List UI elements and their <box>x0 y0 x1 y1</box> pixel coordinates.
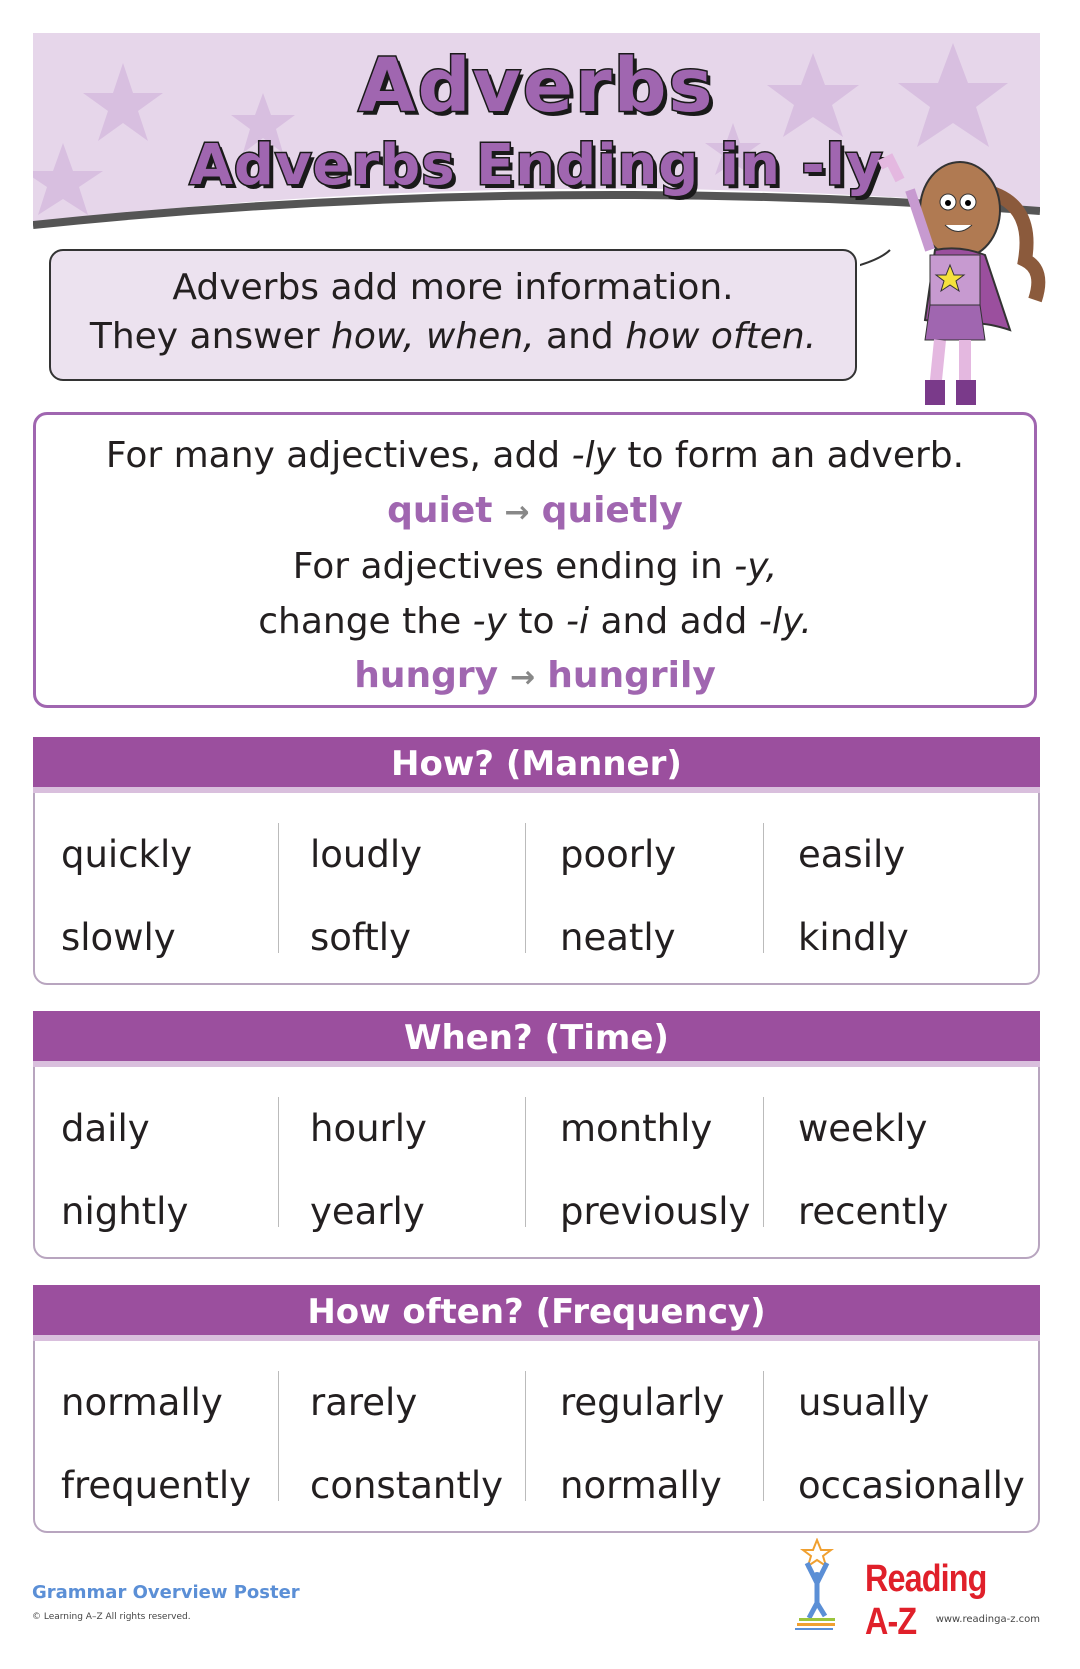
text: when, <box>425 316 535 357</box>
text: For adjectives ending in <box>292 546 735 587</box>
adverb-word: kindly <box>798 916 909 959</box>
bubble-line-2 <box>51 312 855 361</box>
text: -y <box>472 600 507 642</box>
adverb-word: usually <box>798 1381 930 1424</box>
adverb-word: previously <box>560 1190 751 1233</box>
logo-text: Reading A-Z <box>865 1558 987 1643</box>
page-subtitle: Adverbs Ending in -ly <box>189 133 884 198</box>
text: to <box>506 600 566 642</box>
adverb-word: monthly <box>560 1107 713 1150</box>
column-divider <box>278 823 279 953</box>
adverb-word: softly <box>310 916 411 959</box>
text: and <box>534 316 626 357</box>
column-divider <box>525 1371 526 1501</box>
adverb-word: recently <box>798 1190 949 1233</box>
website-url: www.readinga-z.com <box>935 1614 1040 1625</box>
adverb-section <box>33 1285 1040 1533</box>
text: -i <box>566 600 589 642</box>
text: They answer <box>89 316 332 357</box>
footer-title: Grammar Overview Poster <box>32 1582 300 1603</box>
adverb-word: hourly <box>310 1107 427 1150</box>
rule-line-3 <box>36 540 1034 595</box>
text: -y, <box>734 546 778 587</box>
text: and add <box>589 600 759 642</box>
example-1 <box>36 484 1034 541</box>
speech-bubble <box>49 249 857 381</box>
adverb-word: constantly <box>310 1464 504 1507</box>
page-title: Adverbs <box>358 43 715 129</box>
column-divider <box>278 1097 279 1227</box>
example-2 <box>36 649 1034 706</box>
text: For many adjectives, add <box>105 435 572 476</box>
superhero-girl-illustration <box>860 150 1050 415</box>
column-divider <box>763 1097 764 1227</box>
copyright: © Learning A–Z All rights reserved. <box>32 1612 191 1622</box>
text: how, <box>331 316 415 357</box>
column-divider <box>763 823 764 953</box>
text: how often. <box>625 316 817 357</box>
adverb-word: daily <box>61 1107 150 1150</box>
arrow-right-icon: → <box>504 494 530 530</box>
word-grid <box>35 1341 1038 1531</box>
text: change the <box>258 600 473 642</box>
adverb-section <box>33 737 1040 985</box>
star-figure-icon <box>795 1538 865 1630</box>
column-divider <box>763 1371 764 1501</box>
bubble-line-1: Adverbs add more information. <box>172 267 734 308</box>
adverb-word: yearly <box>310 1190 425 1233</box>
adverb-word: normally <box>61 1381 223 1424</box>
example-from: hungry <box>354 655 499 696</box>
adverb-word: rarely <box>310 1381 418 1424</box>
rules-box <box>33 412 1037 708</box>
adverb-section <box>33 1011 1040 1259</box>
text: -ly <box>571 435 616 476</box>
adverb-word: normally <box>560 1464 722 1507</box>
adverb-word: nightly <box>61 1190 189 1233</box>
section-header: When? (Time) <box>33 1011 1040 1067</box>
adverb-word: slowly <box>61 916 176 959</box>
adverb-word: occasionally <box>798 1464 1025 1507</box>
column-divider <box>525 1097 526 1227</box>
adverb-word: easily <box>798 833 906 876</box>
rule-line-4 <box>36 595 1034 650</box>
example-to: quietly <box>541 489 683 531</box>
adverb-word: quickly <box>61 833 193 876</box>
word-grid <box>35 1067 1038 1257</box>
adverb-word: neatly <box>560 916 676 959</box>
section-header: How often? (Frequency) <box>33 1285 1040 1341</box>
arrow-right-icon: → <box>510 660 536 695</box>
adverb-word: frequently <box>61 1464 252 1507</box>
column-divider <box>278 1371 279 1501</box>
reading-az-logo <box>795 1538 1045 1643</box>
example-from: quiet <box>387 489 493 531</box>
rule-line-1 <box>36 429 1034 484</box>
example-to: hungrily <box>547 655 716 696</box>
section-header: How? (Manner) <box>33 737 1040 793</box>
text: -ly. <box>758 600 812 642</box>
adverb-word: loudly <box>310 833 423 876</box>
adverb-word: regularly <box>560 1381 725 1424</box>
adverb-word: weekly <box>798 1107 928 1150</box>
adverb-word: poorly <box>560 833 677 876</box>
text: to form an adverb. <box>615 435 965 476</box>
column-divider <box>525 823 526 953</box>
word-grid <box>35 793 1038 983</box>
